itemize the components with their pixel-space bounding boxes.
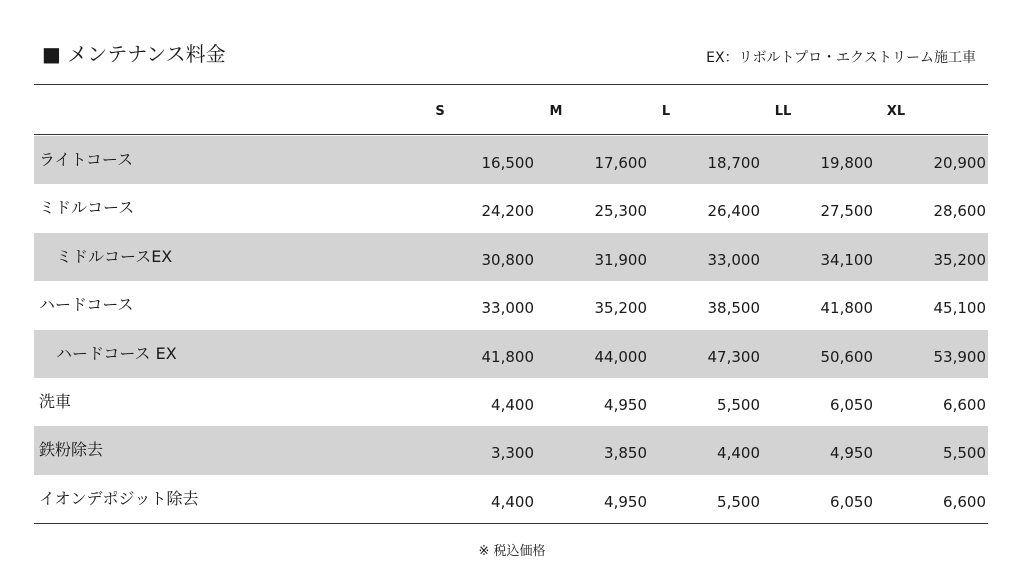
- price-cell: 31,900: [594, 250, 647, 269]
- price-cell: 6,050: [830, 395, 873, 414]
- price-cell: 5,500: [717, 395, 760, 414]
- column-header-m: M: [549, 104, 563, 119]
- table-row: [34, 330, 988, 378]
- price-cell: 4,400: [491, 395, 534, 414]
- price-cell: 26,400: [707, 202, 760, 221]
- table-row: [34, 426, 988, 474]
- price-cell: 44,000: [594, 347, 647, 366]
- price-cell: 34,100: [820, 250, 873, 269]
- table-row: [34, 475, 988, 523]
- price-cell: 24,200: [481, 202, 534, 221]
- table-row: [34, 233, 988, 281]
- top-rule: [34, 84, 988, 85]
- price-cell: 6,600: [943, 492, 986, 511]
- price-cell: 35,200: [933, 250, 986, 269]
- row-label: ミドルコースEX: [56, 246, 173, 266]
- header-rule: [34, 134, 988, 135]
- row-label: イオンデポジット除去: [39, 488, 199, 508]
- price-cell: 41,800: [820, 299, 873, 318]
- price-cell: 20,900: [933, 154, 986, 172]
- price-cell: 4,950: [604, 492, 647, 511]
- price-cell: 41,800: [481, 347, 534, 366]
- table-row: [34, 281, 988, 329]
- row-label: 洗車: [39, 391, 72, 411]
- price-cell: 3,300: [491, 444, 534, 463]
- price-cell: 5,500: [943, 444, 986, 463]
- row-label: ハードコース EX: [56, 343, 177, 363]
- table-row: [34, 136, 988, 184]
- price-cell: 16,500: [481, 154, 534, 172]
- price-cell: 35,200: [594, 299, 647, 318]
- row-label: ハードコース: [39, 295, 134, 315]
- column-header-xl: XL: [886, 104, 906, 119]
- column-header-l: L: [661, 104, 671, 119]
- price-cell: 25,300: [594, 202, 647, 221]
- page-title: ■ メンテナンス料金: [42, 42, 226, 66]
- price-cell: 33,000: [707, 250, 760, 269]
- price-cell: 45,100: [933, 299, 986, 318]
- price-cell: 50,600: [820, 347, 873, 366]
- price-cell: 28,600: [933, 202, 986, 221]
- table-row: [34, 378, 988, 426]
- price-cell: 33,000: [481, 299, 534, 318]
- price-cell: 6,600: [943, 395, 986, 414]
- price-cell: 19,800: [820, 154, 873, 172]
- table-row: [34, 184, 988, 232]
- price-cell: 53,900: [933, 347, 986, 366]
- price-cell: 6,050: [830, 492, 873, 511]
- price-cell: 4,400: [491, 492, 534, 511]
- price-cell: 4,950: [604, 395, 647, 414]
- tax-footnote: ※ 税込価格: [478, 544, 546, 559]
- price-cell: 18,700: [707, 154, 760, 172]
- price-cell: 5,500: [717, 492, 760, 511]
- price-cell: 3,850: [604, 444, 647, 463]
- price-cell: 27,500: [820, 202, 873, 221]
- price-cell: 38,500: [707, 299, 760, 318]
- price-cell: 4,400: [717, 444, 760, 463]
- column-header-s: S: [435, 104, 445, 119]
- row-label: ミドルコース: [39, 198, 135, 218]
- price-cell: 30,800: [481, 250, 534, 269]
- table-header: [34, 96, 988, 128]
- price-cell: 4,950: [830, 444, 873, 463]
- row-label: ライトコース: [39, 150, 134, 169]
- row-label: 鉄粉除去: [39, 440, 104, 460]
- column-header-ll: LL: [774, 104, 792, 119]
- bottom-rule: [34, 523, 988, 524]
- ex-note: EX：リボルトプロ・エクストリーム施工車: [706, 50, 976, 66]
- price-cell: 17,600: [594, 154, 647, 172]
- price-cell: 47,300: [707, 347, 760, 366]
- price-table: [34, 136, 988, 523]
